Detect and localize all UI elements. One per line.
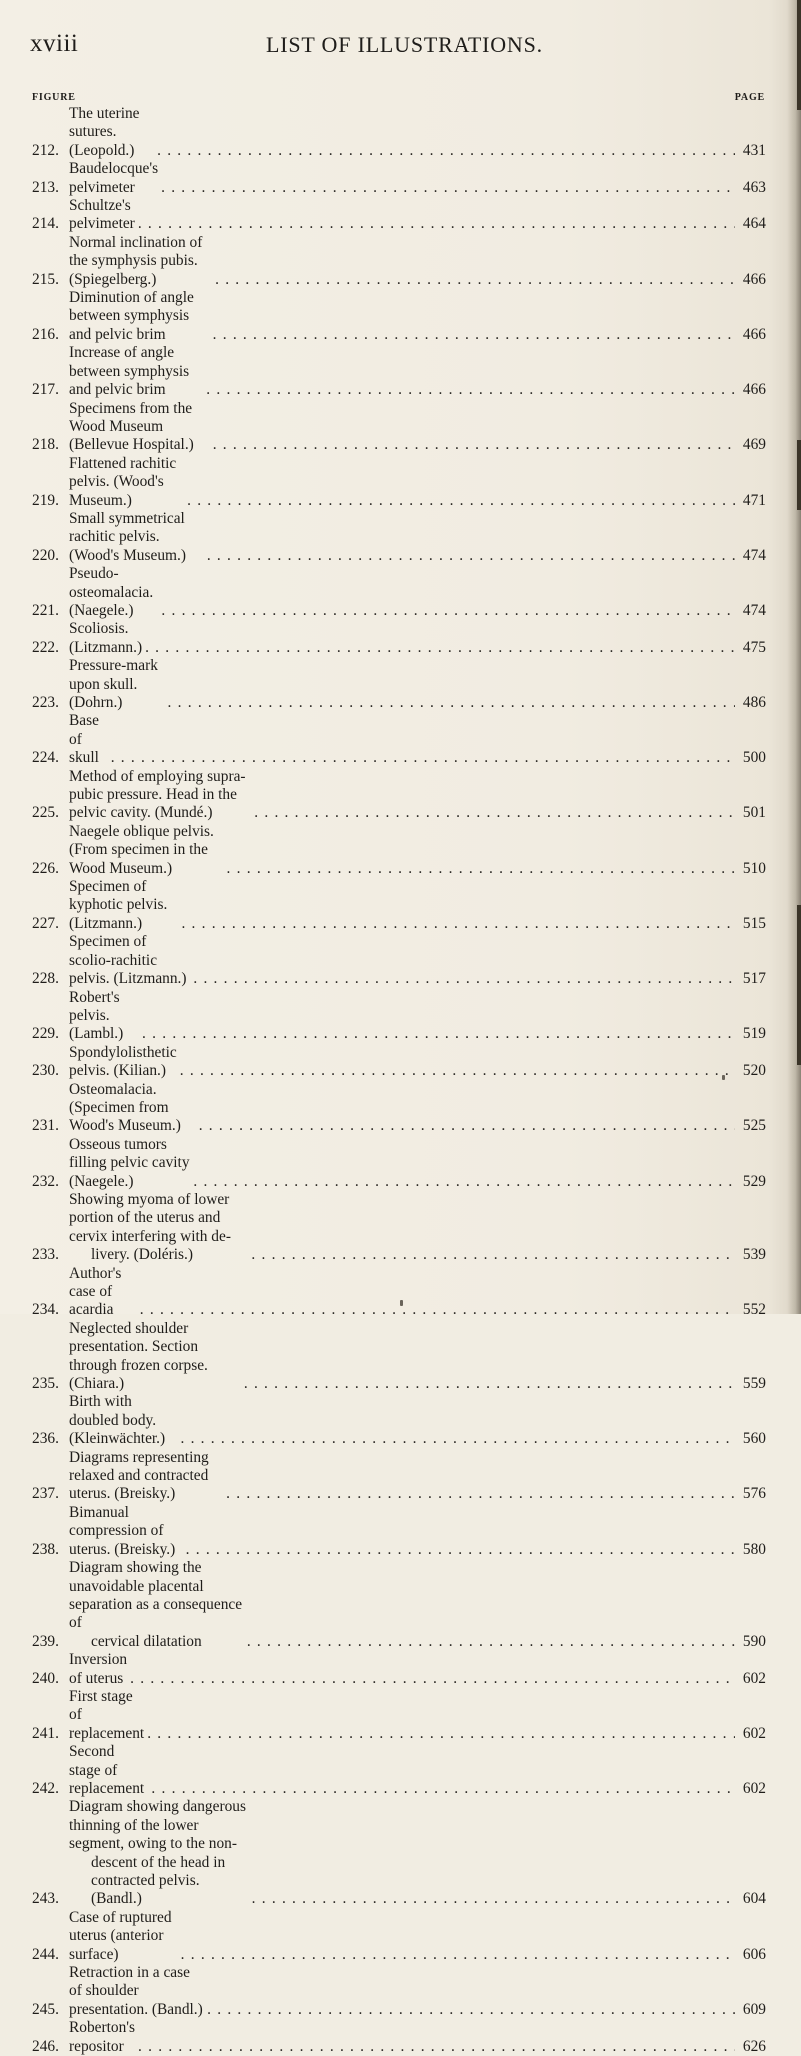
caption-text: Pseudo-osteomalacia. (Naegele.) — [69, 565, 154, 619]
illustration-list — [32, 105, 766, 2056]
caption-text: Roberton's repositor — [69, 2019, 136, 2055]
page-reference: 474 — [742, 546, 766, 564]
entry-body — [69, 1651, 738, 1688]
figure-number: 223. — [32, 694, 59, 711]
dot-leader — [193, 1173, 735, 1191]
caption-text: Retraction in a case of shoulder presentation. (Bandl.) — [69, 1964, 203, 2018]
entry-caption — [69, 1504, 183, 1559]
caption-text: Pressure-mark upon skull. (Dohrn.) — [69, 657, 158, 711]
page-reference: 501 — [742, 804, 766, 822]
list-item — [32, 455, 766, 510]
list-item — [32, 565, 766, 620]
page-reference: 510 — [742, 859, 766, 877]
entry-caption — [69, 400, 210, 455]
caption-text: Robert's pelvis. (Lambl.) — [69, 988, 124, 1043]
page-reference: 606 — [742, 1945, 766, 1963]
entry-caption — [69, 160, 158, 197]
entry-caption — [69, 768, 251, 823]
dot-leader — [186, 1541, 735, 1559]
list-item — [32, 1136, 766, 1191]
page-header — [30, 30, 770, 60]
dot-leader — [130, 1670, 735, 1688]
caption-text: Spondylolisthetic pelvis. (Kilian.) — [69, 1043, 177, 1080]
dot-leader — [138, 215, 735, 233]
entry-body — [69, 1191, 738, 1265]
list-item — [32, 933, 766, 988]
list-item — [32, 768, 766, 823]
dot-leader — [187, 492, 735, 510]
entry-body — [69, 197, 738, 234]
page-reference: 431 — [742, 141, 766, 159]
caption-continuation: descent of the head in contracted pelvis. (Bandl.) — [91, 1853, 226, 1908]
list-item — [32, 620, 766, 657]
page-reference: 626 — [742, 2037, 766, 2055]
caption-text: Schultze's pelvimeter — [69, 197, 135, 233]
figure-number: 227. — [32, 914, 59, 932]
caption-text: Bimanual compression of uterus. (Breisky.) — [69, 1503, 176, 1558]
caption-text: Normal inclination of the symphysis pubis. (Spiegelberg.) — [69, 233, 203, 288]
entry-body — [69, 620, 738, 657]
entry-body — [69, 400, 738, 455]
list-item — [32, 2019, 766, 2056]
list-item — [32, 1044, 766, 1081]
dot-leader — [142, 1025, 735, 1043]
figure-number: 241. — [32, 1724, 59, 1742]
entry-caption — [69, 712, 108, 767]
figure-number: 215. — [32, 270, 59, 288]
list-item — [32, 234, 766, 289]
page-reference: 539 — [742, 1246, 766, 1264]
caption-text: Diagrams representing relaxed and contracted uterus. (Breisky.) — [69, 1448, 209, 1503]
caption-continuation: livery. (Doléris.) — [91, 1246, 193, 1264]
page-reference: 466 — [742, 270, 766, 288]
figure-number: 229. — [32, 1025, 59, 1043]
figure-number: 228. — [32, 970, 59, 988]
list-item — [32, 1964, 766, 2019]
figure-column-heading: FIGURE — [32, 92, 76, 103]
caption-text: Osteomalacia. (Specimen from Wood's Museum.) — [69, 1080, 181, 1135]
caption-text: Small symmetrical rachitic pelvis. (Wood's Museum.) — [69, 509, 186, 564]
list-item — [32, 1449, 766, 1504]
dot-leader — [227, 860, 735, 878]
figure-number: 232. — [32, 1172, 59, 1190]
list-item — [32, 289, 766, 344]
dot-leader — [138, 2038, 735, 2056]
dot-leader — [254, 804, 735, 822]
entry-caption — [69, 933, 190, 988]
entry-caption — [69, 878, 178, 933]
entry-caption — [69, 105, 154, 160]
dot-leader — [145, 639, 735, 657]
entry-body — [69, 1320, 738, 1394]
figure-number: 238. — [32, 1540, 59, 1558]
entry-body — [69, 989, 738, 1044]
list-item — [32, 1320, 766, 1394]
page-reference: 602 — [742, 1779, 766, 1797]
list-item — [32, 989, 766, 1044]
page-reference: 602 — [742, 1669, 766, 1687]
figure-number: 218. — [32, 436, 59, 454]
caption-text: Case of ruptured uterus (anterior surface) — [69, 1908, 172, 1963]
page-reference: 604 — [742, 1890, 766, 1908]
entry-body — [69, 823, 738, 878]
stray-ink-mark — [722, 1075, 725, 1080]
page-reference: 466 — [742, 325, 766, 343]
entry-body — [69, 1449, 738, 1504]
figure-number: 214. — [32, 215, 59, 233]
page-reference: 474 — [742, 601, 766, 619]
figure-number: 226. — [32, 859, 59, 877]
entry-body — [69, 1265, 738, 1320]
figure-number: 236. — [32, 1430, 59, 1448]
figure-number: 230. — [32, 1062, 59, 1080]
dot-leader — [161, 602, 735, 620]
dot-leader — [247, 1633, 735, 1651]
entry-caption — [69, 197, 135, 234]
list-item — [32, 510, 766, 565]
entry-caption — [69, 510, 204, 565]
caption-text: Neglected shoulder presentation. Section through frozen corpse. (Chiara.) — [69, 1319, 208, 1393]
entry-caption — [69, 1191, 248, 1265]
entry-caption — [69, 989, 139, 1044]
list-item — [32, 1265, 766, 1320]
caption-text: Scoliosis. (Litzmann.) — [69, 620, 143, 656]
figure-number: 224. — [32, 749, 59, 767]
caption-text: First stage of replacement — [69, 1687, 145, 1742]
caption-text: Flattened rachitic pelvis. (Wood's Museum.) — [69, 454, 177, 509]
entry-body — [69, 344, 738, 399]
list-item — [32, 344, 766, 399]
figure-number: 221. — [32, 601, 59, 619]
entry-caption — [69, 1136, 190, 1191]
entry-caption — [69, 1743, 148, 1798]
caption-text: Increase of angle between symphysis and pelvic brim — [69, 344, 190, 399]
page-edge-mark-lower — [797, 905, 801, 1065]
figure-number: 219. — [32, 491, 59, 509]
list-item — [32, 1504, 766, 1559]
caption-text: Birth with doubled body. (Kleinwächter.) — [69, 1393, 166, 1448]
entry-caption — [69, 1559, 244, 1651]
entry-caption — [69, 1964, 204, 2019]
entry-body — [69, 1798, 738, 1908]
list-item — [32, 657, 766, 712]
entry-body — [69, 1393, 738, 1448]
figure-number: 245. — [32, 2000, 59, 2018]
list-item — [32, 1688, 766, 1743]
dot-leader — [213, 326, 735, 344]
page-reference: 552 — [742, 1301, 766, 1319]
page-reference: 475 — [742, 638, 766, 656]
dot-leader — [215, 271, 735, 289]
list-item — [32, 1798, 766, 1908]
caption-continuation: cervical dilatation — [91, 1632, 202, 1650]
entry-caption — [69, 1909, 178, 1964]
page-reference: 519 — [742, 1025, 766, 1043]
entry-body — [69, 234, 738, 289]
list-item — [32, 823, 766, 878]
entry-body — [69, 289, 738, 344]
dot-leader — [207, 547, 735, 565]
dot-leader — [251, 1246, 735, 1264]
caption-text: Baudelocque's pelvimeter — [69, 160, 159, 196]
entry-body — [69, 933, 738, 988]
entry-body — [69, 657, 738, 712]
entry-caption — [69, 657, 165, 712]
entry-caption — [69, 823, 224, 878]
figure-number: 225. — [32, 804, 59, 822]
page-reference: 525 — [742, 1117, 766, 1135]
dot-leader — [157, 142, 735, 160]
list-item — [32, 160, 766, 197]
entry-body — [69, 1559, 738, 1651]
caption-text: Diminution of angle between symphysis and pelvic brim — [69, 289, 194, 343]
dot-leader — [207, 2001, 735, 2019]
page-reference: 602 — [742, 1724, 766, 1742]
dot-leader — [140, 1301, 735, 1319]
page-reference: 469 — [742, 436, 766, 454]
list-item — [32, 1393, 766, 1448]
figure-number: 235. — [32, 1375, 59, 1393]
figure-number: 246. — [32, 2037, 59, 2055]
figure-number: 237. — [32, 1485, 59, 1503]
list-item — [32, 1909, 766, 1964]
dot-leader — [252, 1890, 735, 1908]
list-item — [32, 712, 766, 767]
figure-number: 222. — [32, 638, 59, 656]
entry-body — [69, 1743, 738, 1798]
entry-body — [69, 2019, 738, 2056]
entry-body — [69, 1044, 738, 1081]
page-reference: 463 — [742, 178, 766, 196]
entry-body — [69, 510, 738, 565]
list-item — [32, 105, 766, 160]
page-number: xviii — [30, 30, 79, 57]
list-item — [32, 878, 766, 933]
entry-caption — [69, 1449, 223, 1504]
entry-caption — [69, 1320, 241, 1394]
figure-number: 220. — [32, 546, 59, 564]
page-column-heading: PAGE — [734, 92, 765, 103]
dot-leader — [226, 1485, 735, 1503]
figure-number: 234. — [32, 1301, 59, 1319]
dot-leader — [199, 1117, 735, 1135]
entry-body — [69, 878, 738, 933]
entry-body — [69, 1504, 738, 1559]
dot-leader — [147, 1725, 735, 1743]
caption-text: Author's case of acardia — [69, 1264, 122, 1319]
list-item — [32, 197, 766, 234]
caption-text: Diagram showing dangerous thinning of the lower segment, owing to the non- — [69, 1798, 246, 1853]
entry-body — [69, 160, 738, 197]
entry-caption — [69, 1081, 196, 1136]
stray-ink-mark — [400, 1300, 403, 1306]
caption-text: The uterine sutures. (Leopold.) — [69, 105, 140, 159]
caption-text: Inversion of uterus — [69, 1651, 128, 1687]
figure-number: 231. — [32, 1117, 59, 1135]
dot-leader — [181, 1946, 735, 1964]
page-reference: 471 — [742, 491, 766, 509]
entry-caption — [69, 1393, 177, 1448]
figure-number: 217. — [32, 381, 59, 399]
dot-leader — [161, 179, 735, 197]
running-title: LIST OF ILLUSTRATIONS. — [266, 32, 543, 57]
page-reference: 517 — [742, 970, 766, 988]
page-reference: 559 — [742, 1375, 766, 1393]
dot-leader — [206, 381, 735, 399]
list-item — [32, 400, 766, 455]
figure-number: 216. — [32, 325, 59, 343]
entry-caption — [69, 1798, 249, 1908]
dot-leader — [151, 1780, 735, 1798]
caption-text: Method of employing supra-pubic pressure. Head in the pelvic cavity. (Mundé.) — [69, 767, 246, 822]
page-reference: 520 — [742, 1062, 766, 1080]
entry-caption — [69, 1044, 177, 1081]
figure-number: 242. — [32, 1779, 59, 1797]
dot-leader — [180, 1430, 735, 1448]
figure-number: 233. — [32, 1246, 59, 1264]
dot-leader — [168, 694, 735, 712]
entry-body — [69, 768, 738, 823]
page-reference: 560 — [742, 1430, 766, 1448]
dot-leader — [111, 749, 735, 767]
caption-text: Diagram showing the unavoidable placental separation as a consequence of — [69, 1559, 243, 1632]
page-reference: 464 — [742, 215, 766, 233]
entry-body — [69, 1909, 738, 1964]
entry-caption — [69, 344, 203, 399]
entry-body — [69, 565, 738, 620]
page-reference: 590 — [742, 1632, 766, 1650]
page-edge-shadow — [787, 0, 801, 1314]
dot-leader — [180, 1062, 735, 1080]
figure-number: 244. — [32, 1945, 59, 1963]
page-reference: 466 — [742, 381, 766, 399]
entry-body — [69, 1688, 738, 1743]
entry-caption — [69, 234, 212, 289]
caption-text: Naegele oblique pelvis. (From specimen in the Wood Museum.) — [69, 822, 214, 877]
entry-caption — [69, 289, 210, 344]
page-reference: 515 — [742, 914, 766, 932]
page-reference: 580 — [742, 1540, 766, 1558]
entry-caption — [69, 2019, 135, 2056]
entry-body — [69, 1081, 738, 1136]
figure-number: 243. — [32, 1890, 59, 1908]
caption-text: Specimen of scolio-rachitic pelvis. (Litzmann.) — [69, 933, 187, 988]
page-reference: 529 — [742, 1172, 766, 1190]
figure-number: 212. — [32, 141, 59, 159]
entry-caption — [69, 565, 158, 620]
caption-text: Second stage of replacement — [69, 1743, 145, 1797]
entry-caption — [69, 1688, 144, 1743]
entry-body — [69, 1964, 738, 2019]
page-reference: 609 — [742, 2000, 766, 2018]
list-item — [32, 1743, 766, 1798]
entry-body — [69, 712, 738, 767]
entry-caption — [69, 455, 184, 510]
entry-body — [69, 455, 738, 510]
entry-body — [69, 1136, 738, 1191]
entry-caption — [69, 1265, 137, 1320]
caption-text: Specimen of kyphotic pelvis. (Litzmann.) — [69, 878, 168, 932]
dot-leader — [193, 970, 735, 988]
page-reference: 576 — [742, 1485, 766, 1503]
figure-number: 213. — [32, 178, 59, 196]
figure-number: 239. — [32, 1632, 59, 1650]
dot-leader — [244, 1375, 735, 1393]
page-reference: 500 — [742, 749, 766, 767]
caption-text: Showing myoma of lower portion of the uterus and cervix interfering with de- — [69, 1190, 231, 1245]
list-item — [32, 1191, 766, 1265]
dot-leader — [213, 436, 735, 454]
caption-text: Base of skull — [69, 712, 99, 767]
entry-body — [69, 105, 738, 160]
list-item — [32, 1559, 766, 1651]
entry-caption — [69, 1651, 127, 1688]
dot-leader — [181, 915, 735, 933]
list-item — [32, 1651, 766, 1688]
caption-text: Specimens from the Wood Museum (Bellevue Hospital.) — [69, 399, 194, 454]
page-edge-mark-top — [797, 0, 801, 110]
entry-caption — [69, 620, 142, 657]
page-edge-mark-middle — [797, 440, 801, 510]
figure-number: 240. — [32, 1669, 59, 1687]
caption-text: Osseous tumors filling pelvic cavity (Naegele.) — [69, 1135, 190, 1190]
page-reference: 486 — [742, 694, 766, 711]
list-item — [32, 1081, 766, 1136]
